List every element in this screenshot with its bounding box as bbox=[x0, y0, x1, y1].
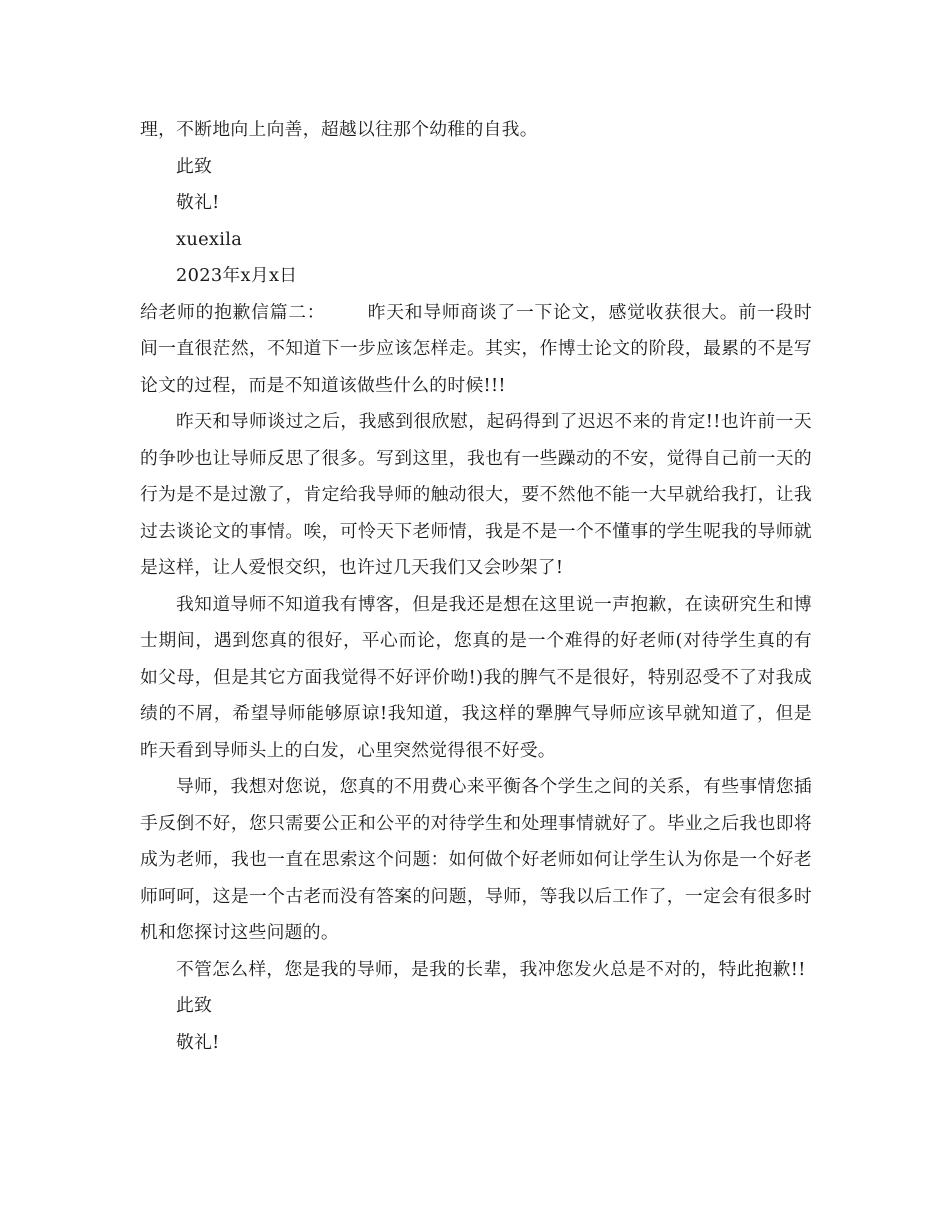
salutation: 敬礼! bbox=[176, 192, 220, 213]
signature: xuexila bbox=[176, 228, 243, 250]
section-two-title: 给老师的抱歉信篇二： bbox=[140, 301, 326, 323]
paragraph-continuation: 理，不断地向上向善，超越以往那个幼稚的自我。 bbox=[140, 119, 538, 140]
date: 2023年x月x日 bbox=[176, 265, 298, 286]
closing-phrase-2: 此致 bbox=[176, 995, 213, 1016]
paragraph-3: 我知道导师不知道我有博客，但是我还是想在这里说一声抱歉，在读研究生和博士期间，遇到您真的很好，平心而论，您真的是一个难得的好老师(对待学生真的有如父母，但是其它方面我觉得不好评价呦!)我的脾气不是很好，特别忍受不了对我成绩的不屑，希望导师能够原谅!我知道，我这样的犟脾气导师应该早就知道了，但是昨天看到导师头上的白发，心里突然觉得很不好受。 bbox=[140, 593, 812, 761]
paragraph-5: 不管怎么样，您是我的导师，是我的长辈，我冲您发火总是不对的，特此抱歉!! bbox=[176, 958, 806, 980]
salutation-2: 敬礼! bbox=[176, 1031, 220, 1053]
section-two-paragraph bbox=[140, 295, 812, 405]
paragraph-1: 昨天和导师商谈了一下论文，感觉收获很大。前一段时间一直很茫然，不知道下一步应该怎样走。其实，作博士论文的阶段，最累的不是写论文的过程，而是不知道该做些什么的时候!!! bbox=[140, 301, 812, 396]
paragraph-4: 导师，我想对您说，您真的不用费心来平衡各个学生之间的关系，有些事情您插手反倒不好，您只需要公正和公平的对待学生和处理事情就好了。毕业之后我也即将成为老师，我也一直在思索这个问题：如何做个好老师如何让学生认为你是一个好老师呵呵，这是一个古老而没有答案的问题，导师，等我以后工作了，一定会有很多时机和您探讨这些问题的。 bbox=[140, 776, 812, 943]
paragraph-2: 昨天和导师谈过之后，我感到很欣慰，起码得到了迟迟不来的肯定!!也许前一天的争吵也让导师反思了很多。写到这里，我也有一些躁动的不安，觉得自己前一天的行为是不是过激了，肯定给我导师的触动很大，要不然他不能一大早就给我打，让我过去谈论文的事情。唉，可怜天下老师情，我是不是一个不懂事的学生呢我的导师就是这样，让人爱恨交织，也许过几天我们又会吵架了! bbox=[140, 411, 812, 578]
document-page bbox=[140, 112, 812, 1061]
closing-phrase: 此致 bbox=[176, 155, 213, 177]
